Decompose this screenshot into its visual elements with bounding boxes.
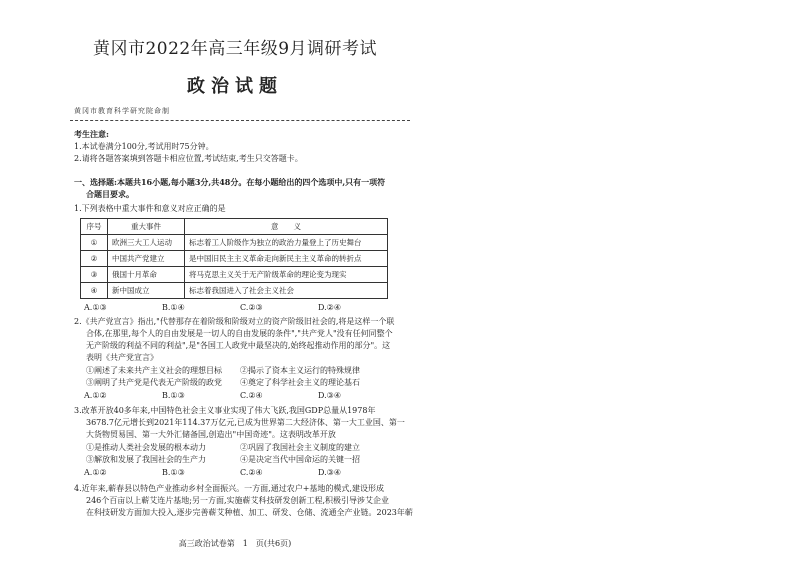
table-cell-event: 中国共产党建立 <box>108 251 185 267</box>
table-cell-meaning: 标志着工人阶级作为独立的政治力量登上了历史舞台 <box>185 235 388 251</box>
q3-choice-1: ①是推动人类社会发展的根本动力 <box>86 443 206 452</box>
question-4-line: 4.近年来,蕲春县以特色产业推动乡村全面振兴。一方面,通过农户+基地的模式,建设形成 <box>74 484 384 493</box>
question-2-line: 无产阶级的利益不同的利益",是"各国工人政党中最坚决的,始终起推动作用的部分"。这 <box>86 341 391 350</box>
table-row <box>81 251 388 267</box>
table-cell-meaning: 将马克思主义关于无产阶级革命的理论变为现实 <box>185 267 388 283</box>
question-2-line: 合体,在那里,每个人的自由发展是一切人的自由发展的条件","共产党人"没有任何同整个 <box>86 329 393 338</box>
notice-item: 2.请将各题答案填到答题卡相应位置,考试结束,考生只交答题卡。 <box>74 154 303 163</box>
q2-option-d: D.③④ <box>318 391 342 400</box>
table-cell-no: ③ <box>81 267 108 283</box>
exam-source: 黄冈市教育科学研究院命制 <box>74 107 170 115</box>
table-header-cell: 意 义 <box>185 219 388 235</box>
table-cell-no: ② <box>81 251 108 267</box>
q2-option-c: C.②④ <box>240 391 263 400</box>
q3-choice-3: ③解放和发展了我国社会的生产力 <box>86 455 206 464</box>
table-cell-no: ① <box>81 235 108 251</box>
question-2-line: 表明《共产党宣言》 <box>86 353 158 362</box>
exam-title: 黄冈市2022年高三年级9月调研考试 <box>92 39 378 59</box>
q2-choice-4: ④奠定了科学社会主义的理论基石 <box>240 378 360 387</box>
header-divider <box>70 120 410 121</box>
question-3-line: 3678.7亿元增长到2021年114.37万亿元,已成为世界第二大经济体、第一大工业国、第一 <box>86 418 405 427</box>
question-3-line: 大货物贸易国、第一大外汇储备国,创造出"中国奇迹"。这表明改革开放 <box>86 430 336 439</box>
q3-choice-4: ④是决定当代中国命运的关键一招 <box>240 455 360 464</box>
notice-heading: 考生注意: <box>74 129 109 139</box>
table-cell-event: 欧洲三大工人运动 <box>108 235 185 251</box>
exam-subject-title: 政治试题 <box>187 76 283 97</box>
q3-option-c: C.②④ <box>240 468 263 477</box>
section-heading: 一、选择题:本题共16小题,每小题3分,共48分。在每小题给出的四个选项中,只有一项符 <box>74 177 386 187</box>
table-row <box>81 283 388 299</box>
table-cell-event: 新中国成立 <box>108 283 185 299</box>
q3-option-b: B.①③ <box>162 468 185 477</box>
q1-option-b: B.①④ <box>162 303 185 312</box>
q3-option-d: D.③④ <box>318 468 342 477</box>
q1-option-a: A.①③ <box>84 303 107 312</box>
table-cell-meaning: 是中国旧民主主义革命走向新民主主义革命的转折点 <box>185 251 388 267</box>
q1-option-d: D.②④ <box>318 303 342 312</box>
table-header-row <box>81 219 388 235</box>
table-cell-no: ④ <box>81 283 108 299</box>
q2-choice-3: ③阐明了共产党是代表无产阶级的政党 <box>86 378 222 387</box>
question-3-line: 3.改革开放40多年来,中国特色社会主义事业实现了伟大飞跃,我国GDP总量从1978年 <box>74 406 376 415</box>
q2-choice-2: ②揭示了资本主义运行的特殊规律 <box>240 366 360 375</box>
q3-option-a: A.①② <box>84 468 107 477</box>
question-1-table <box>80 218 388 299</box>
question-2-line: 2.《共产党宣言》指出,"代替那存在着阶级和阶级对立的资产阶级旧社会的,将是这样一个联 <box>74 317 395 326</box>
q2-choice-1: ①阐述了未来共产主义社会的理想目标 <box>86 366 222 375</box>
table-header-cell: 序号 <box>81 219 108 235</box>
q1-option-c: C.②③ <box>240 303 263 312</box>
table-row <box>81 235 388 251</box>
table-cell-event: 俄国十月革命 <box>108 267 185 283</box>
question-4-line: 246个百亩以上蕲艾连片基地;另一方面,实施蕲艾科技研发创新工程,积极引导涉艾企业 <box>86 496 390 505</box>
q3-choice-2: ②巩固了我国社会主义制度的建立 <box>240 443 360 452</box>
page-footer: 高三政治试卷第 1 页(共6页) <box>178 539 292 548</box>
q2-option-a: A.①② <box>84 391 107 400</box>
q2-option-b: B.①③ <box>162 391 185 400</box>
table-cell-meaning: 标志着我国进入了社会主义社会 <box>185 283 388 299</box>
table-row <box>81 267 388 283</box>
question-4-line: 在科技研发方面加大投入,逐步完善蕲艾种植、加工、研发、仓储、流通全产业链。2023年蕲 <box>86 508 413 517</box>
notice-item: 1.本试卷满分100分,考试用时75分钟。 <box>74 142 214 151</box>
question-1-stem: 1.下列表格中重大事件和意义对应正确的是 <box>74 204 226 213</box>
table-header-cell: 重大事件 <box>108 219 185 235</box>
section-heading-cont: 合题目要求。 <box>86 189 134 199</box>
